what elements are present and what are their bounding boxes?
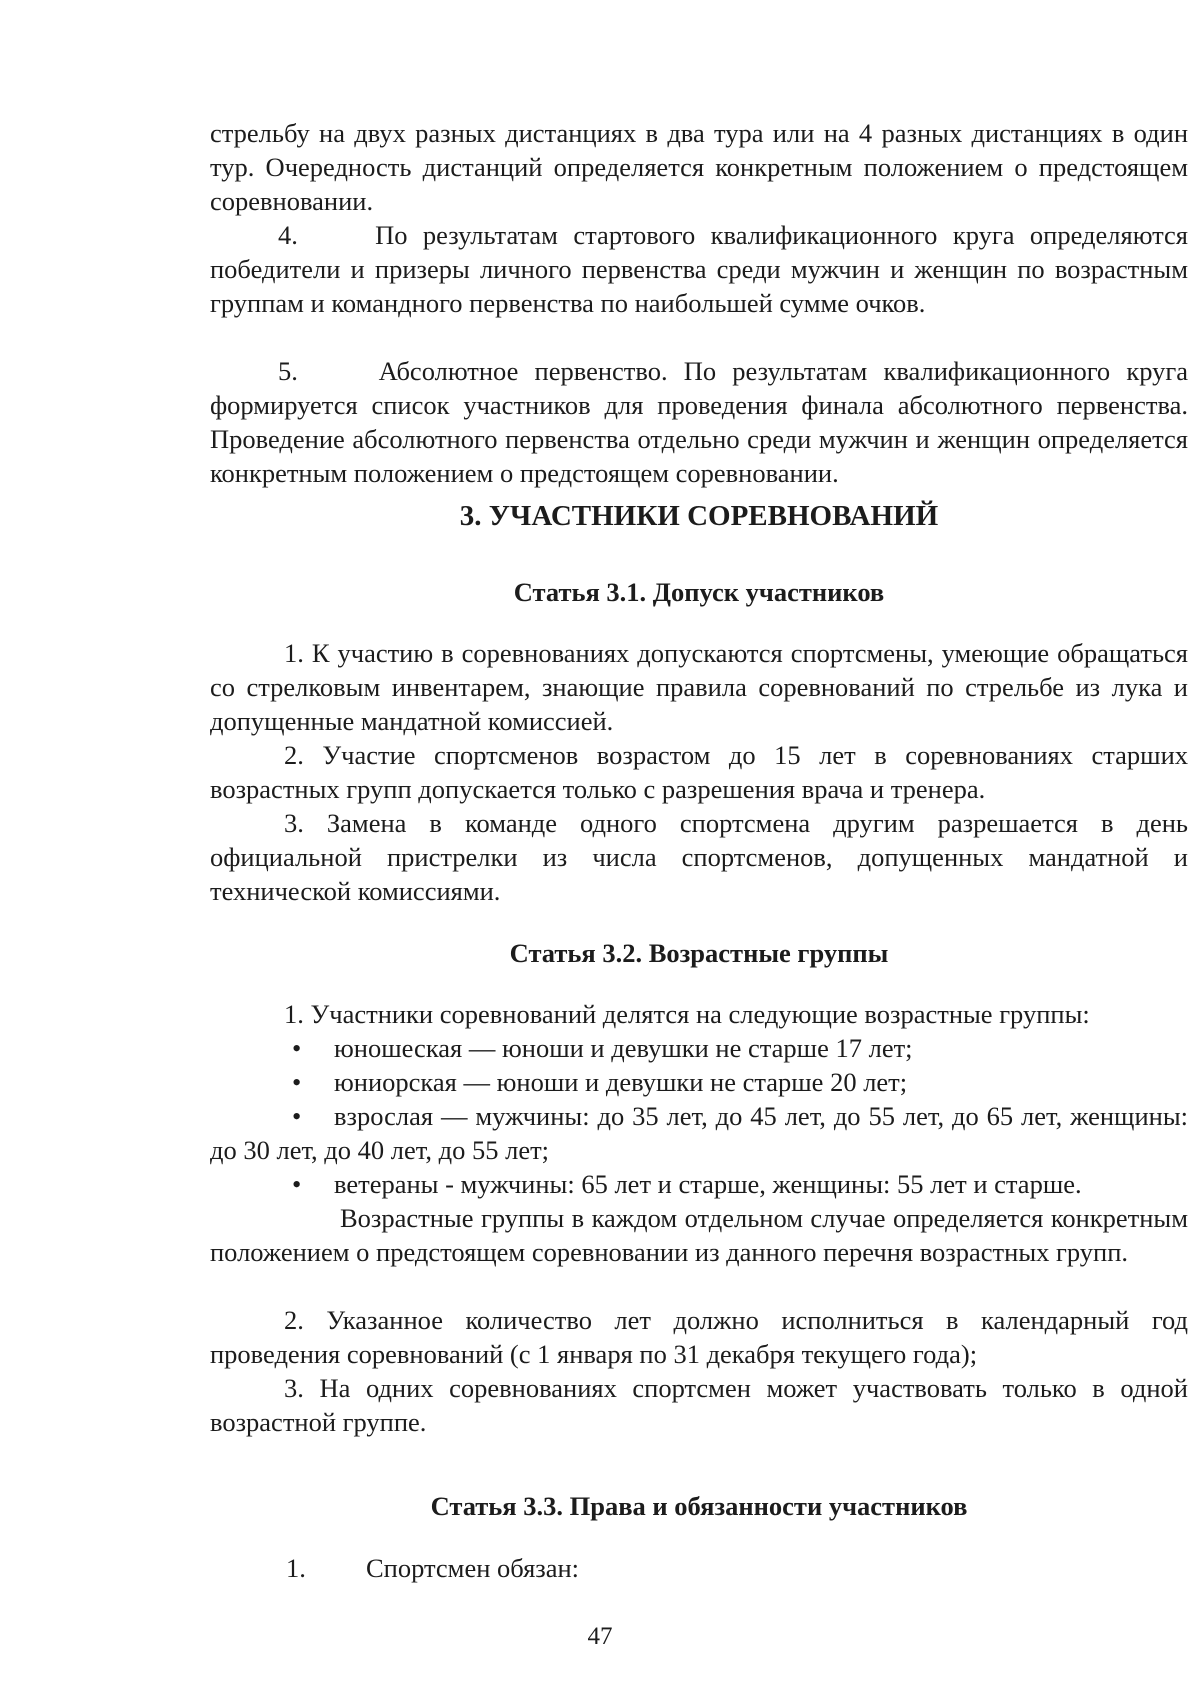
item-number: 1. xyxy=(286,1553,306,1583)
article-3-1-item-2: 2. Участие спортсменов возрастом до 15 лет в соревнованиях старших возрастных групп допускается только с разрешения врача и тренера. xyxy=(210,740,1188,804)
paragraph-intro: стрельбу на двух разных дистанциях в два тура или на 4 разных дистанциях в один тур. Очередность дистанций определяется конкретным положением о предстоящем соревновании. xyxy=(210,118,1188,216)
article-3-1-item-1: 1. К участию в соревнованиях допускаются спортсмены, умеющие обращаться со стрелковым инвентарем, знающие правила соревнований по стрельбе из лука и допущенные мандатной комиссией. xyxy=(210,638,1188,736)
article-3-2-item-3: 3. На одних соревнованиях спортсмен может участвовать только в одной возрастной группе. xyxy=(210,1373,1188,1437)
bullet-icon: • xyxy=(292,1067,302,1097)
article-3-1-item-3: 3. Замена в команде одного спортсмена другим разрешается в день официальной пристрелки из числа спортсменов, допущенных мандатной и технической комиссиями. xyxy=(210,808,1188,906)
list-item: • ветераны - мужчины: 65 лет и старше, женщины: 55 лет и старше. xyxy=(292,1169,1082,1199)
article-3-2-title: Статья 3.2. Возрастные группы xyxy=(509,938,889,968)
section-title: 3. УЧАСТНИКИ СОРЕВНОВАНИЙ xyxy=(459,500,939,532)
page-number: 47 xyxy=(587,1623,613,1650)
list-item: • взрослая — мужчины: до 35 лет, до 45 лет, до 55 лет, до 65 лет, женщины: до 30 лет, до 40 лет, до 55 лет; xyxy=(210,1101,1188,1165)
item-text: Спортсмен обязан: xyxy=(366,1553,580,1583)
bullet-icon: • xyxy=(292,1101,302,1131)
article-3-2-item-2: 2. Указанное количество лет должно исполниться в календарный год проведения соревнований (с 1 января по 31 декабря текущего года); xyxy=(210,1305,1188,1369)
article-3-1-title: Статья 3.1. Допуск участников xyxy=(513,577,885,607)
paragraph-item-4: 4. По результатам стартового квалификационного круга определяются победители и призеры личного первенства среди мужчин и женщин по возрастным группам и командного первенства по наибольшей сумме очков. xyxy=(210,220,1188,318)
paragraph-item-5: 5. Абсолютное первенство. По результатам квалификационного круга формируется список участников для проведения финала абсолютного первенства. Проведение абсолютного первенства отдельно среди мужчин и женщин определяется конкретным положением о предстоящем соревновании. xyxy=(210,356,1188,488)
bullet-icon: • xyxy=(292,1169,302,1199)
article-3-2-intro: 1. Участники соревнований делятся на следующие возрастные группы: xyxy=(284,999,1090,1029)
bullet-icon: • xyxy=(292,1033,302,1063)
list-item: • юношеская — юноши и девушки не старше 17 лет; xyxy=(292,1033,913,1063)
list-item: • юниорская — юноши и девушки не старше 20 лет; xyxy=(292,1067,908,1097)
article-3-3-title: Статья 3.3. Права и обязанности участников xyxy=(430,1491,968,1521)
article-3-2-note: Возрастные группы в каждом отдельном случае определяется конкретным положением о предстоящем соревновании из данного перечня возрастных групп. xyxy=(210,1203,1188,1267)
